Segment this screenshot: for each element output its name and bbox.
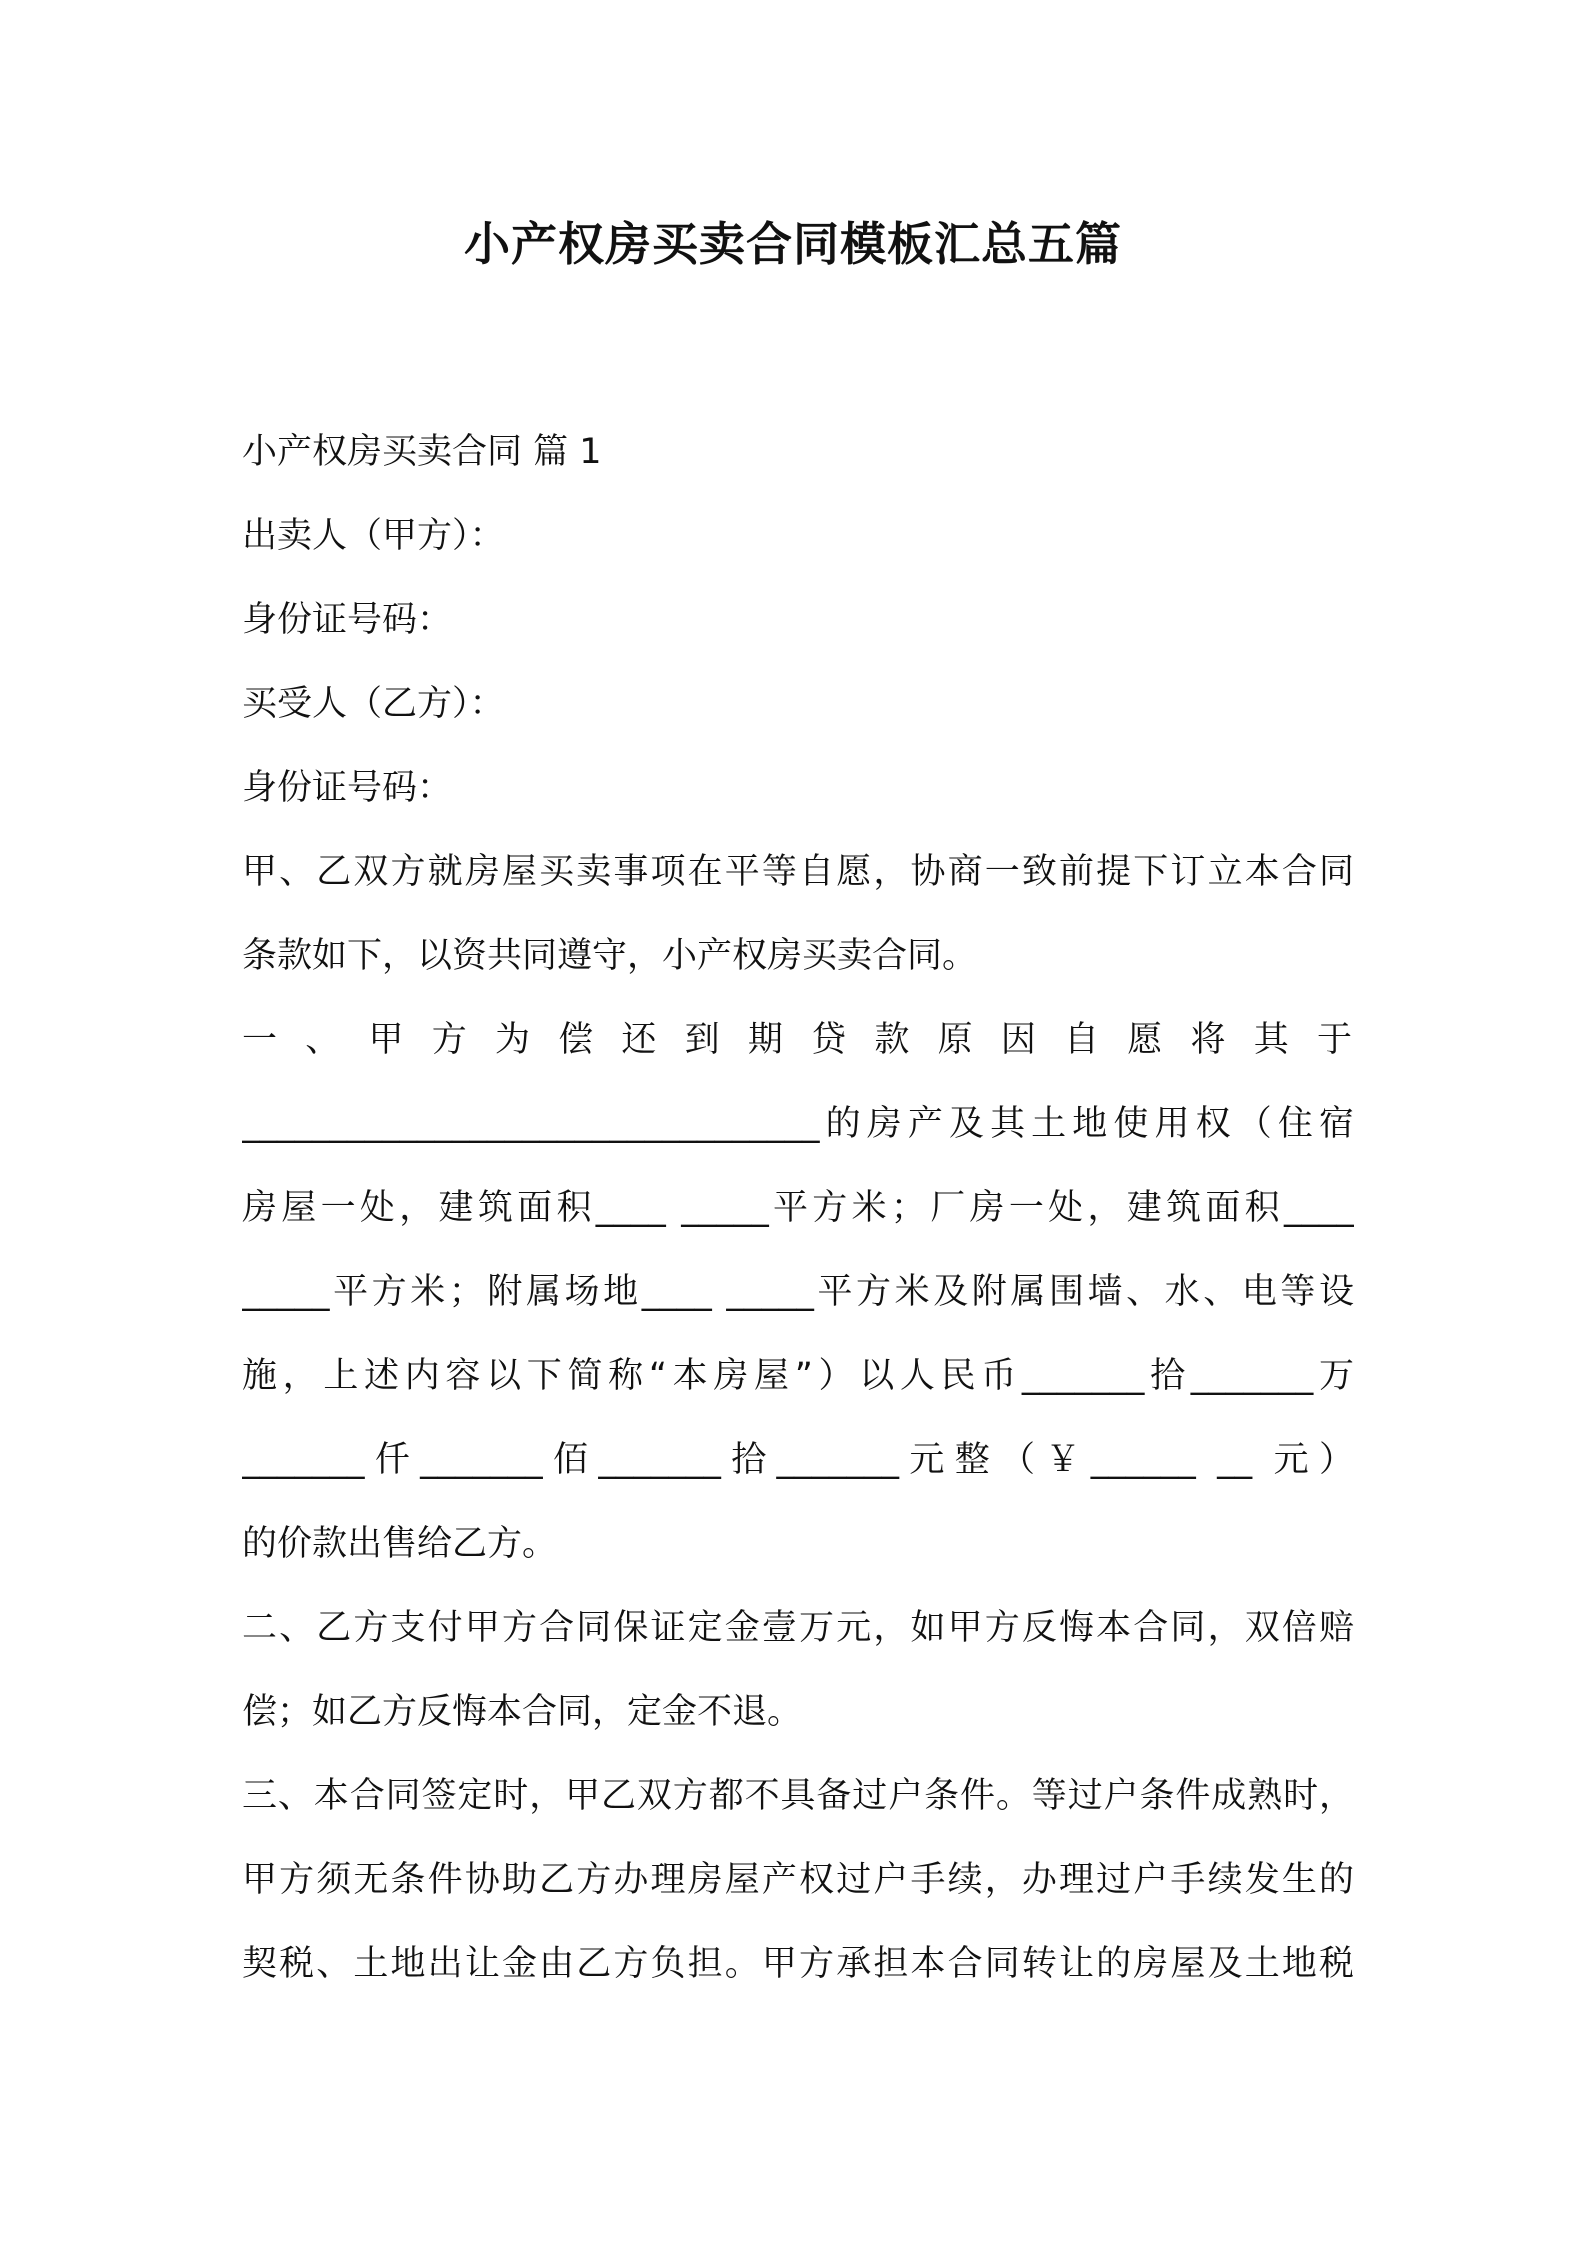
paragraph-line: _________________________________的房产及其土地使用权（住宿 [242, 1104, 1354, 1144]
paragraph-line: 契税、土地出让金由乙方负担。甲方承担本合同转让的房屋及土地税 [242, 1944, 1354, 1984]
paragraph-line: _______仟_______佰_______拾_______元整（￥______ __ 元） [242, 1440, 1354, 1480]
paragraph-line: 三、本合同签定时，甲乙双方都不具备过户条件。等过户条件成熟时， [242, 1776, 1354, 1816]
paragraph-line: 二、乙方支付甲方合同保证定金壹万元，如甲方反悔本合同，双倍赔 [242, 1608, 1354, 1648]
paragraph-line: _____平方米；附属场地____ _____平方米及附属围墙、水、电等设 [242, 1272, 1354, 1312]
paragraph-line: 甲、乙双方就房屋买卖事项在平等自愿，协商一致前提下订立本合同 [242, 852, 1354, 892]
section-heading: 小产权房买卖合同 篇 1 [242, 432, 602, 472]
document-body [242, 410, 1354, 2006]
paragraph-line: 房屋一处，建筑面积____ _____平方米；厂房一处，建筑面积____ [242, 1188, 1354, 1228]
buyer-label: 买受人（乙方）： [242, 684, 505, 724]
seller-id-label: 身份证号码： [242, 600, 453, 640]
document-title: 小产权房买卖合同模板汇总五篇 [464, 217, 1122, 271]
paragraph-line: 的价款出售给乙方。 [242, 1524, 558, 1564]
buyer-id-label: 身份证号码： [242, 768, 453, 808]
paragraph-line: 施，上述内容以下简称“本房屋”）以人民币_______拾_______万 [242, 1356, 1354, 1396]
paragraph-line: 一 、 甲 方 为 偿 还 到 期 贷 款 原 因 自 愿 将 其 于 [242, 1020, 1354, 1060]
seller-label: 出卖人（甲方）： [242, 516, 505, 556]
paragraph-line: 条款如下，以资共同遵守，小产权房买卖合同。 [242, 936, 978, 976]
paragraph-line: 甲方须无条件协助乙方办理房屋产权过户手续，办理过户手续发生的 [242, 1860, 1354, 1900]
paragraph-line: 偿；如乙方反悔本合同，定金不退。 [242, 1692, 803, 1732]
